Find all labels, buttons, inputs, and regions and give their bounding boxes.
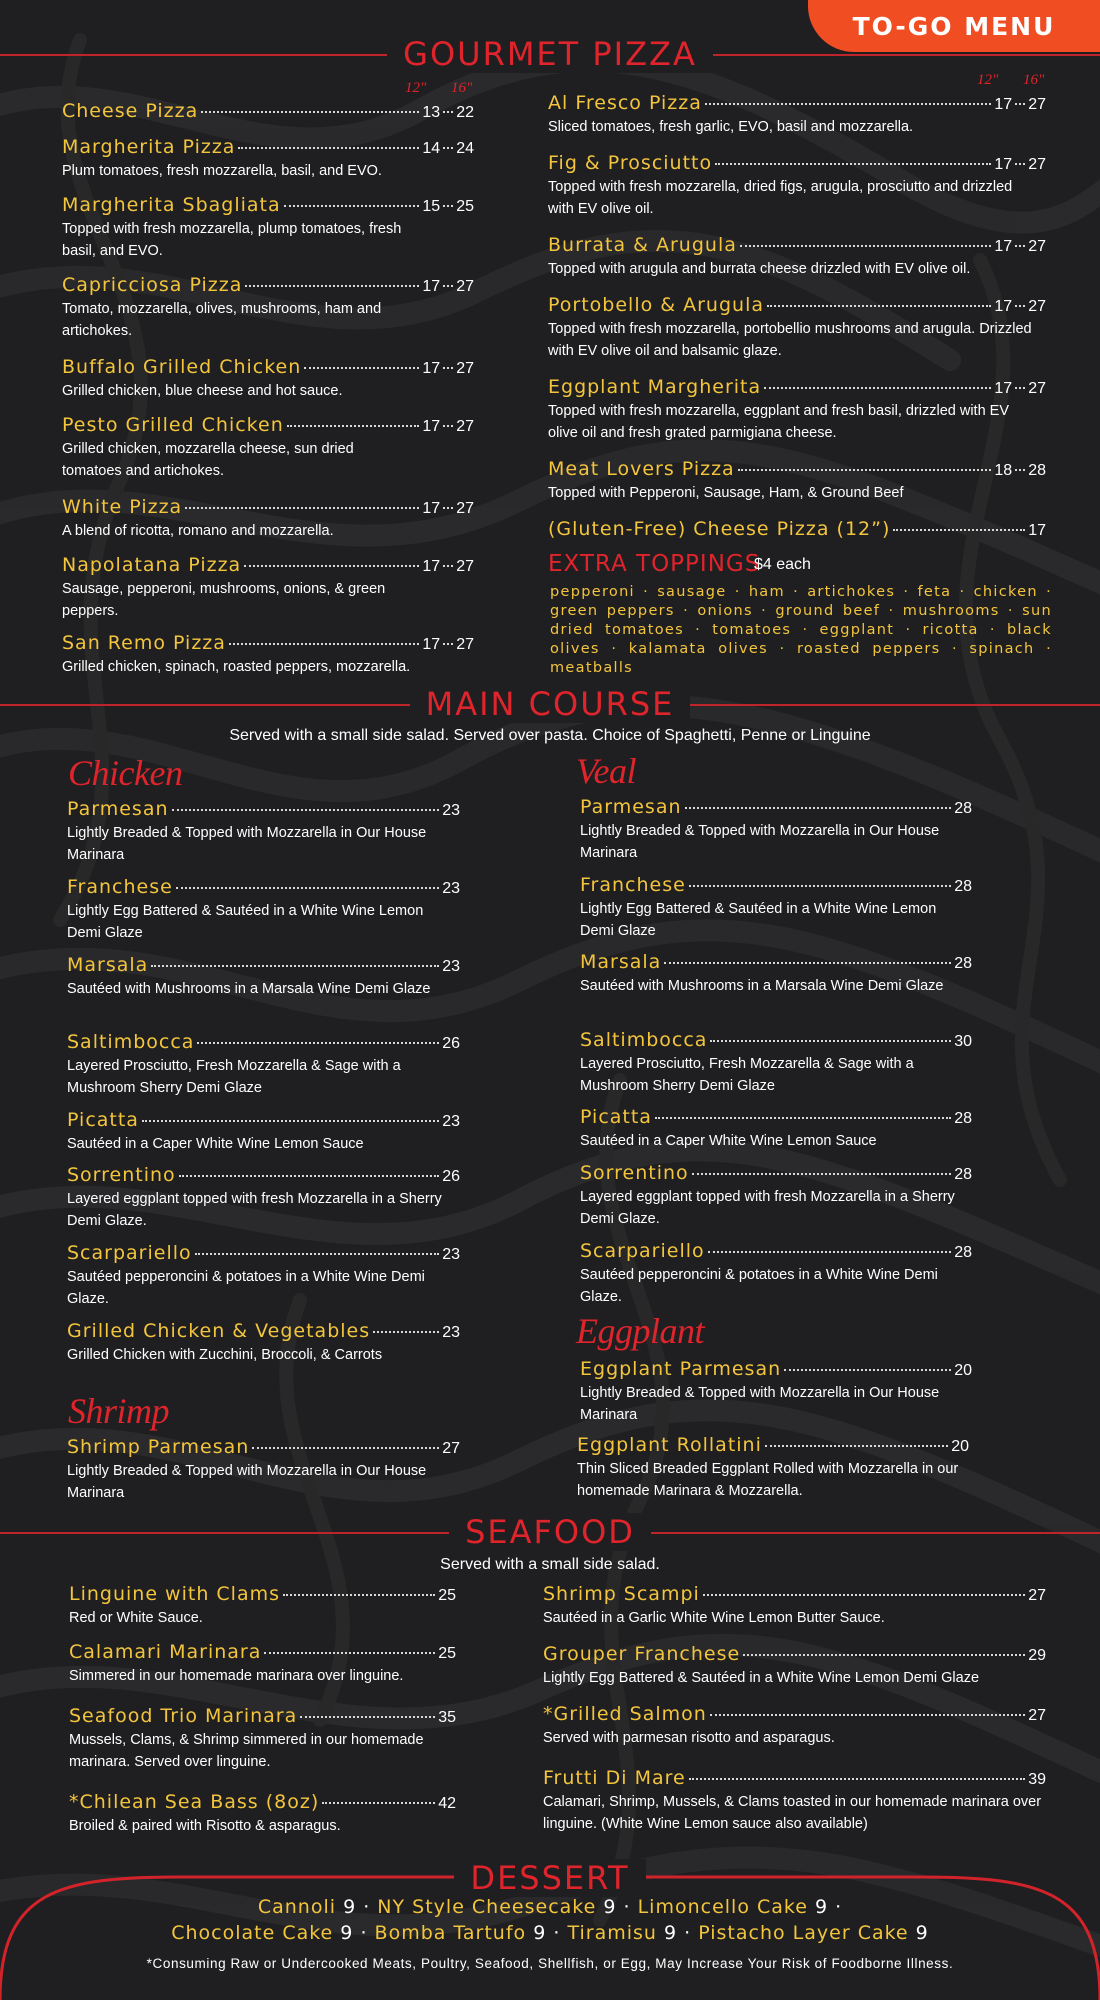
menu-item bbox=[548, 152, 1046, 220]
item-description: Calamari, Shrimp, Mussels, & Clams toasted in our homemade marinara over linguine. (White Wine Lemon sauce also available) bbox=[543, 1794, 1042, 1832]
menu-item bbox=[580, 1358, 972, 1426]
dessert-line-2 bbox=[0, 1922, 1100, 1944]
item-price-small: 15 bbox=[422, 198, 441, 215]
menu-item bbox=[62, 274, 474, 342]
item-name: Napolatana Pizza bbox=[62, 554, 242, 576]
item-price-large: 27 bbox=[456, 500, 474, 517]
separator: · bbox=[835, 1896, 843, 1918]
item-description: Lightly Breaded & Topped with Mozzarella in Our House Marinara bbox=[580, 1385, 940, 1423]
menu-item bbox=[548, 518, 1046, 540]
item-price: 39 bbox=[1028, 1771, 1046, 1788]
menu-item bbox=[69, 1705, 456, 1773]
item-name: Grilled Chicken & Vegetables bbox=[67, 1320, 371, 1342]
menu-item bbox=[62, 496, 474, 542]
item-price-large: 27 bbox=[456, 636, 474, 653]
item-description: Layered eggplant topped with fresh Mozzarella in a Sherry Demi Glaze. bbox=[580, 1189, 955, 1227]
item-name: Parmesan bbox=[580, 796, 682, 818]
menu-item bbox=[67, 1109, 460, 1155]
item-name: Picatta bbox=[580, 1106, 652, 1128]
item-price-small: 17 bbox=[422, 360, 441, 377]
item-description: Simmered in our homemade marinara over linguine. bbox=[69, 1668, 404, 1684]
size-label-large: 16" bbox=[1023, 72, 1045, 88]
separator: · bbox=[553, 1922, 561, 1944]
item-description: Served with parmesan risotto and asparagus. bbox=[543, 1730, 835, 1746]
menu-item bbox=[67, 1320, 460, 1366]
menu-item bbox=[548, 294, 1046, 362]
menu-item bbox=[548, 376, 1046, 444]
menu-item bbox=[580, 1240, 972, 1308]
item-name: Linguine with Clams bbox=[69, 1583, 281, 1605]
health-disclaimer: *Consuming Raw or Undercooked Meats, Poultry, Seafood, Shellfish, or Egg, May Increase Your Risk of Foodborne Illness. bbox=[146, 1956, 954, 1971]
menu-item bbox=[548, 234, 1046, 280]
menu-item bbox=[62, 136, 474, 182]
dessert-section-title: DESSERT bbox=[0, 1858, 1100, 1898]
item-name: Parmesan bbox=[67, 798, 169, 820]
item-price-small: 17 bbox=[994, 298, 1013, 315]
item-name: Frutti Di Mare bbox=[543, 1767, 686, 1789]
item-price-small: 14 bbox=[422, 140, 441, 157]
item-name: Portobello & Arugula bbox=[548, 294, 764, 316]
menu-item bbox=[67, 876, 460, 944]
menu-item bbox=[69, 1583, 456, 1629]
menu-item bbox=[62, 632, 474, 678]
item-description: Grilled chicken, blue cheese and hot sauce. bbox=[62, 383, 343, 399]
item-price-small: 17 bbox=[994, 96, 1013, 113]
item-price-small: 17 bbox=[422, 278, 441, 295]
separator: · bbox=[623, 1896, 631, 1918]
item-description: Sautéed in a Garlic White Wine Lemon Butter Sauce. bbox=[543, 1610, 885, 1626]
menu-item bbox=[67, 1164, 460, 1232]
extra-toppings-title: EXTRA TOPPINGS bbox=[548, 551, 761, 577]
menu-item bbox=[580, 951, 972, 997]
item-description: Lightly Breaded & Topped with Mozzarella in Our House Marinara bbox=[67, 1463, 427, 1501]
item-name: White Pizza bbox=[62, 496, 183, 518]
item-price: 42 bbox=[438, 1795, 456, 1812]
menu-item bbox=[543, 1643, 1046, 1689]
main-course-section-header bbox=[0, 684, 1100, 724]
menu-item bbox=[62, 100, 474, 122]
item-description: Lightly Breaded & Topped with Mozzarella in Our House Marinara bbox=[580, 823, 940, 861]
item-price-large: 27 bbox=[1028, 238, 1046, 255]
menu-item bbox=[580, 1106, 972, 1152]
menu-item bbox=[580, 1162, 972, 1230]
veal-heading: Veal bbox=[576, 751, 636, 791]
item-name: Margherita Pizza bbox=[62, 136, 236, 158]
item-price: 27 bbox=[442, 1440, 460, 1457]
item-description: Plum tomatoes, fresh mozzarella, basil, and EVO. bbox=[62, 163, 382, 179]
item-price: 27 bbox=[1028, 1587, 1046, 1604]
seafood-section-header bbox=[0, 1512, 1100, 1552]
menu-item bbox=[67, 1031, 460, 1099]
dessert-price: 9 bbox=[603, 1896, 617, 1918]
item-description: Sautéed in a Caper White Wine Lemon Sauce bbox=[67, 1136, 364, 1152]
item-name: Shrimp Parmesan bbox=[67, 1436, 250, 1458]
item-description: Lightly Breaded & Topped with Mozzarella in Our House Marinara bbox=[67, 825, 427, 863]
item-price-large: 27 bbox=[1028, 156, 1046, 173]
item-price-small: 17 bbox=[422, 558, 441, 575]
item-name: Scarpariello bbox=[67, 1242, 192, 1264]
item-price: 28 bbox=[954, 955, 972, 972]
dessert-line-1 bbox=[0, 1896, 1100, 1918]
item-price-small: 17 bbox=[994, 238, 1013, 255]
item-price: 27 bbox=[1028, 1707, 1046, 1724]
shrimp-heading: Shrimp bbox=[68, 1391, 170, 1431]
item-name: Franchese bbox=[67, 876, 173, 898]
item-description: Red or White Sauce. bbox=[69, 1610, 203, 1626]
item-description: Sausage, pepperoni, mushrooms, onions, & green peppers. bbox=[62, 581, 386, 619]
main-course-section-title: MAIN COURSE bbox=[0, 684, 1100, 724]
item-description: Topped with fresh mozzarella, eggplant and fresh basil, drizzled with EV olive oil and fresh grated parmigiana cheese. bbox=[548, 403, 1010, 441]
separator: · bbox=[363, 1896, 371, 1918]
item-price-large: 25 bbox=[456, 198, 474, 215]
menu-item bbox=[548, 92, 1046, 138]
dessert-section-header bbox=[0, 1858, 1100, 1898]
item-price-large: 27 bbox=[456, 418, 474, 435]
size-label-large: 16" bbox=[451, 80, 473, 96]
item-price: 28 bbox=[954, 1244, 972, 1261]
item-description: Thin Sliced Breaded Eggplant Rolled with Mozzarella in our homemade Marinara & Mozzarella. bbox=[577, 1461, 959, 1499]
menu-item bbox=[62, 554, 474, 622]
item-name: Capricciosa Pizza bbox=[62, 274, 243, 296]
item-name: Eggplant Rollatini bbox=[577, 1434, 762, 1456]
item-name: Sorrentino bbox=[67, 1164, 176, 1186]
dessert-price: 9 bbox=[533, 1922, 547, 1944]
item-price: 20 bbox=[951, 1438, 969, 1455]
item-price: 28 bbox=[954, 800, 972, 817]
item-description: Layered eggplant topped with fresh Mozzarella in a Sherry Demi Glaze. bbox=[67, 1191, 442, 1229]
item-price-large: 22 bbox=[456, 104, 474, 121]
seafood-section-title: SEAFOOD bbox=[0, 1512, 1100, 1552]
item-name: Saltimbocca bbox=[67, 1031, 195, 1053]
item-price-small: 17 bbox=[422, 636, 441, 653]
item-name: Marsala bbox=[67, 954, 149, 976]
item-price-large: 27 bbox=[456, 278, 474, 295]
menu-item bbox=[580, 1029, 972, 1097]
item-price: 30 bbox=[954, 1033, 972, 1050]
item-price: 28 bbox=[954, 1110, 972, 1127]
dessert-name: Chocolate Cake bbox=[171, 1922, 334, 1944]
item-description: A blend of ricotta, romano and mozzarella. bbox=[62, 523, 334, 539]
menu-item bbox=[69, 1791, 456, 1837]
item-name: Grouper Franchese bbox=[543, 1643, 741, 1665]
menu-item bbox=[67, 1436, 460, 1504]
item-description: Sautéed pepperoncini & potatoes in a White Wine Demi Glaze. bbox=[580, 1267, 938, 1305]
item-description: Sautéed in a Caper White Wine Lemon Sauce bbox=[580, 1133, 877, 1149]
item-name: Meat Lovers Pizza bbox=[548, 458, 735, 480]
dessert-price: 9 bbox=[340, 1922, 354, 1944]
item-name: Franchese bbox=[580, 874, 686, 896]
item-name: Scarpariello bbox=[580, 1240, 705, 1262]
eggplant-heading: Eggplant bbox=[576, 1311, 704, 1351]
dessert-name: NY Style Cheesecake bbox=[377, 1896, 597, 1918]
item-description: Tomato, mozzarella, olives, mushrooms, ham and artichokes. bbox=[62, 301, 382, 339]
menu-item bbox=[62, 356, 474, 402]
extra-toppings-price: $4 each bbox=[754, 556, 811, 573]
menu-item bbox=[67, 954, 460, 1000]
item-price: 23 bbox=[442, 1246, 460, 1263]
menu-item bbox=[543, 1767, 1046, 1835]
item-price-large: 24 bbox=[456, 140, 474, 157]
dessert-name: Bomba Tartufo bbox=[374, 1922, 527, 1944]
item-name: Burrata & Arugula bbox=[548, 234, 737, 256]
dessert-price: 9 bbox=[343, 1896, 357, 1918]
item-description: Sautéed pepperoncini & potatoes in a White Wine Demi Glaze. bbox=[67, 1269, 425, 1307]
menu-item bbox=[577, 1434, 969, 1502]
item-name: Shrimp Scampi bbox=[543, 1583, 700, 1605]
menu-item bbox=[548, 458, 1046, 504]
menu-item bbox=[543, 1583, 1046, 1629]
item-price-large: 27 bbox=[1028, 96, 1046, 113]
item-price-small: 17 bbox=[1028, 522, 1046, 539]
item-price: 25 bbox=[438, 1645, 456, 1662]
item-price-large: 27 bbox=[1028, 298, 1046, 315]
to-go-menu-badge: TO-GO MENU bbox=[808, 0, 1100, 52]
menu-item bbox=[543, 1703, 1046, 1749]
item-description: Grilled chicken, mozzarella cheese, sun dried tomatoes and artichokes. bbox=[62, 441, 354, 479]
item-price: 20 bbox=[954, 1362, 972, 1379]
item-description: Grilled Chicken with Zucchini, Broccoli, & Carrots bbox=[67, 1347, 383, 1363]
item-name: Fig & Prosciutto bbox=[548, 152, 713, 174]
item-price-large: 27 bbox=[1028, 380, 1046, 397]
item-description: Topped with Pepperoni, Sausage, Ham, & Ground Beef bbox=[548, 485, 904, 501]
dessert-price: 9 bbox=[663, 1922, 678, 1944]
item-description: Sautéed with Mushrooms in a Marsala Wine Demi Glaze bbox=[580, 978, 944, 994]
item-description: Lightly Egg Battered & Sautéed in a White Wine Lemon Demi Glaze bbox=[543, 1670, 980, 1686]
separator: · bbox=[684, 1922, 692, 1944]
item-price: 29 bbox=[1028, 1647, 1046, 1664]
item-description: Sliced tomatoes, fresh garlic, EVO, basil and mozzarella. bbox=[548, 119, 914, 135]
pizza-section-title: GOURMET PIZZA bbox=[0, 34, 1100, 74]
item-name: Seafood Trio Marinara bbox=[69, 1705, 298, 1727]
item-name: Sorrentino bbox=[580, 1162, 689, 1184]
item-description: Layered Prosciutto, Fresh Mozzarella & Sage with a Mushroom Sherry Demi Glaze bbox=[67, 1058, 401, 1096]
item-price-large: 28 bbox=[1028, 462, 1046, 479]
item-name: San Remo Pizza bbox=[62, 632, 226, 654]
extra-toppings-list: pepperoni · sausage · ham · artichokes · feta · chicken · green peppers · onions · ground beef · mushrooms · sun dried tomatoes · tomatoes · eggplant · ricotta · black olives · kalamata olives · roasted peppers · spinach · meatballs bbox=[550, 584, 1052, 676]
item-description: Topped with arugula and burrata cheese drizzled with EV olive oil. bbox=[548, 261, 971, 277]
item-description: Lightly Egg Battered & Sautéed in a White Wine Lemon Demi Glaze bbox=[67, 903, 424, 941]
item-description: Broiled & paired with Risotto & asparagus. bbox=[69, 1818, 341, 1834]
item-price: 23 bbox=[442, 1324, 460, 1341]
item-price: 26 bbox=[442, 1035, 460, 1052]
dessert-price: 9 bbox=[915, 1922, 929, 1944]
item-name: Picatta bbox=[67, 1109, 139, 1131]
item-price: 28 bbox=[954, 878, 972, 895]
item-name: Marsala bbox=[580, 951, 662, 973]
menu-item bbox=[67, 798, 460, 866]
item-price: 23 bbox=[442, 958, 460, 975]
menu-item bbox=[67, 1242, 460, 1310]
item-price-small: 18 bbox=[994, 462, 1013, 479]
dessert-name: Cannoli bbox=[257, 1896, 337, 1918]
item-price: 28 bbox=[954, 1166, 972, 1183]
item-price-small: 17 bbox=[422, 500, 441, 517]
item-description: Grilled chicken, spinach, roasted peppers, mozzarella. bbox=[62, 659, 411, 675]
item-name: Al Fresco Pizza bbox=[548, 92, 702, 114]
item-price: 35 bbox=[438, 1709, 456, 1726]
item-description: Lightly Egg Battered & Sautéed in a White Wine Lemon Demi Glaze bbox=[580, 901, 937, 939]
item-price-small: 17 bbox=[422, 418, 441, 435]
item-name: Saltimbocca bbox=[580, 1029, 708, 1051]
item-name: Margherita Sbagliata bbox=[62, 194, 281, 216]
menu-item bbox=[580, 796, 972, 864]
item-description: Topped with fresh mozzarella, dried figs, arugula, prosciutto and drizzled with EV olive oil. bbox=[548, 179, 1013, 217]
item-price-large: 27 bbox=[456, 558, 474, 575]
item-name: *Grilled Salmon bbox=[543, 1703, 707, 1725]
item-price-small: 13 bbox=[422, 104, 441, 121]
item-description: Sautéed with Mushrooms in a Marsala Wine Demi Glaze bbox=[67, 981, 431, 997]
item-price-large: 27 bbox=[456, 360, 474, 377]
menu-item bbox=[69, 1641, 456, 1687]
dessert-price: 9 bbox=[814, 1896, 829, 1918]
size-label-small: 12" bbox=[977, 72, 999, 88]
item-name: Pesto Grilled Chicken bbox=[62, 414, 284, 436]
item-description: Mussels, Clams, & Shrimp simmered in our homemade marinara. Served over linguine. bbox=[69, 1732, 424, 1770]
item-description: Topped with fresh mozzarella, plump tomatoes, fresh basil, and EVO. bbox=[62, 221, 402, 259]
item-name: (Gluten-Free) Cheese Pizza (12”) bbox=[548, 518, 891, 540]
item-name: Calamari Marinara bbox=[69, 1641, 262, 1663]
item-price: 23 bbox=[442, 802, 460, 819]
chicken-heading: Chicken bbox=[68, 753, 183, 793]
item-name: Buffalo Grilled Chicken bbox=[62, 356, 302, 378]
item-price: 23 bbox=[442, 1113, 460, 1130]
item-name: Eggplant Margherita bbox=[548, 376, 762, 398]
menu-item bbox=[62, 194, 474, 262]
menu-item bbox=[580, 874, 972, 942]
item-price: 26 bbox=[442, 1168, 460, 1185]
item-price-small: 17 bbox=[994, 380, 1013, 397]
separator: · bbox=[360, 1922, 368, 1944]
dessert-name: Limoncello Cake bbox=[637, 1896, 808, 1918]
seafood-subtitle: Served with a small side salad. bbox=[440, 1556, 660, 1573]
main-course-subtitle: Served with a small side salad. Served over pasta. Choice of Spaghetti, Penne or Linguine bbox=[229, 727, 871, 744]
item-price-small: 17 bbox=[994, 156, 1013, 173]
item-price: 23 bbox=[442, 880, 460, 897]
dessert-name: Tiramisu bbox=[567, 1922, 657, 1944]
item-description: Topped with fresh mozzarella, portobellio mushrooms and arugula. Drizzled with EV olive oil and balsamic glaze. bbox=[548, 321, 1032, 359]
item-description: Layered Prosciutto, Fresh Mozzarella & Sage with a Mushroom Sherry Demi Glaze bbox=[580, 1056, 914, 1094]
item-name: *Chilean Sea Bass (8oz) bbox=[69, 1791, 320, 1813]
size-label-small: 12" bbox=[405, 80, 427, 96]
item-name: Eggplant Parmesan bbox=[580, 1358, 782, 1380]
dessert-name: Pistacho Layer Cake bbox=[698, 1922, 909, 1944]
item-name: Cheese Pizza bbox=[62, 100, 199, 122]
item-price: 25 bbox=[438, 1587, 456, 1604]
menu-item bbox=[62, 414, 474, 482]
